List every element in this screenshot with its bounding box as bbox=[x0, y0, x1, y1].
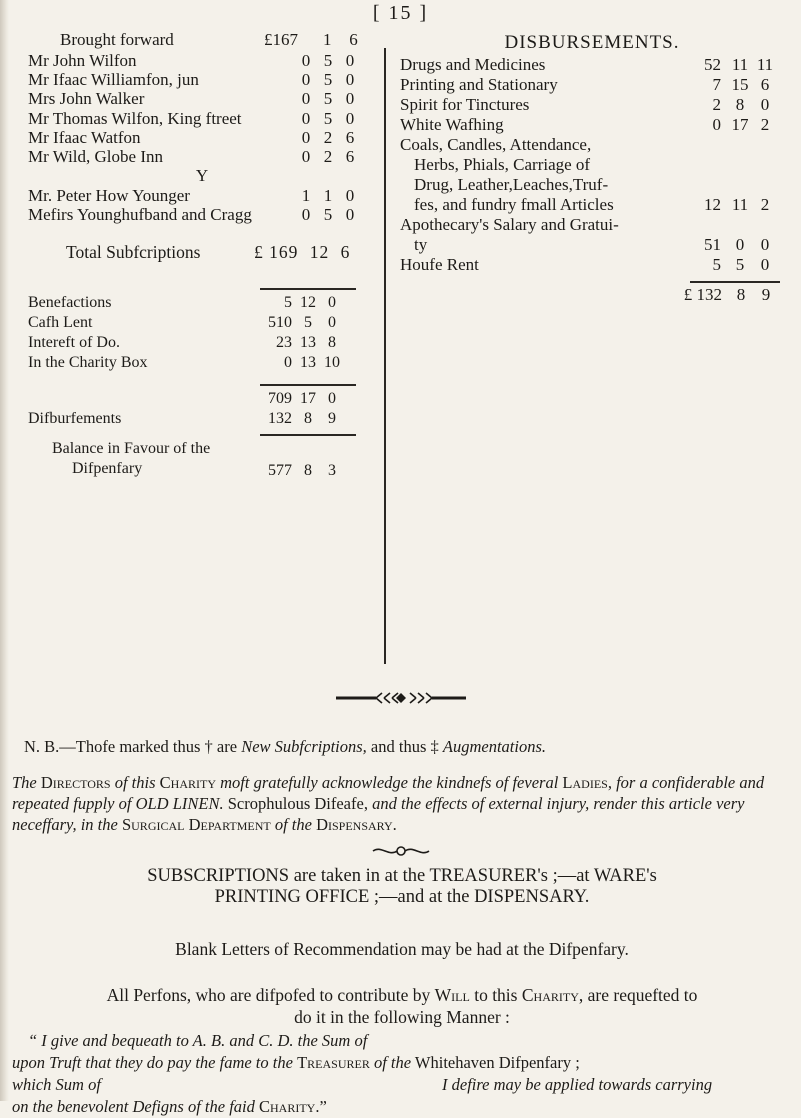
subscriptions-column bbox=[28, 30, 376, 265]
amount-pence: 8 bbox=[328, 334, 336, 351]
total-subscriptions-pounds: £ 169 bbox=[254, 241, 299, 262]
amount-pounds: 510 bbox=[268, 314, 292, 331]
bequest-form: “ I give and bequeath to A. B. and C. D. the Sum of upon Truft that they do pay the fame to the Treasurer of the Whitehaven Difpenfary ; which Sum of I defire may be applied towards carrying on the benevolent Defigns of the faid Charity.” bbox=[12, 1031, 713, 1116]
disbursement-label: Spirit for Tinctures bbox=[400, 95, 530, 114]
subscriber-row bbox=[28, 89, 376, 108]
disbursement-row bbox=[400, 75, 784, 95]
amount-pence: 0 bbox=[345, 70, 355, 90]
house-rent-row: Houfe Rent 5 5 0 bbox=[400, 255, 770, 274]
total-subscriptions-shillings: 12 bbox=[309, 241, 330, 262]
disbursement-label: White Wafhing bbox=[400, 115, 504, 134]
disbursements-pounds: 132 bbox=[268, 410, 292, 427]
apothecary-line-2: ty 51 0 0 bbox=[414, 235, 770, 254]
amount-shillings: 13 bbox=[300, 334, 316, 351]
subscriber-name: Mr. Peter How Younger bbox=[28, 186, 190, 206]
receipt-label: Cafh Lent bbox=[28, 314, 93, 331]
receipt-row bbox=[28, 294, 376, 314]
ornament-icon bbox=[336, 692, 466, 704]
disbursement-row bbox=[400, 115, 784, 135]
disbursement-row bbox=[400, 95, 784, 115]
amount-shillings: 5 bbox=[304, 314, 312, 331]
amount-pounds: 5 bbox=[284, 294, 292, 311]
amount-pence: 0 bbox=[760, 95, 770, 114]
page-number: [ 15 ] bbox=[372, 2, 429, 24]
amount-pounds: 2 bbox=[712, 95, 721, 114]
amount-pounds: 52 bbox=[704, 55, 721, 74]
blank-letters-notice: Blank Letters of Recommendation may be had at the Difpenfary. bbox=[175, 939, 629, 959]
disbursements-column bbox=[400, 33, 784, 309]
amount-pounds: 0 bbox=[301, 108, 311, 128]
total-subscriptions-row bbox=[28, 243, 376, 265]
balance-row-2 bbox=[28, 460, 376, 480]
brought-forward-label: Brought forward bbox=[60, 30, 174, 49]
balance-pence: 3 bbox=[328, 462, 336, 479]
amount-pounds: 0 bbox=[301, 205, 311, 225]
receipt-row bbox=[28, 334, 376, 354]
subscriber-row bbox=[28, 186, 376, 205]
coals-line-3: Drug, Leather,Leaches,Truf- bbox=[414, 175, 609, 194]
disbursement-row bbox=[400, 55, 784, 75]
subscriber-list-y bbox=[28, 186, 376, 224]
disbursements-total-shillings: 8 bbox=[736, 285, 746, 304]
disbursement-label: Printing and Stationary bbox=[400, 75, 558, 94]
subscriber-list bbox=[28, 51, 376, 166]
amount-pence: 6 bbox=[760, 75, 770, 94]
disbursement-label: Drugs and Medicines bbox=[400, 55, 546, 74]
directors-acknowledgement: The Directors of this Charity moft gratefully acknowledge the kindnefs of feveral Ladies, for a confiderable and repeated fupply of OLD LINEN. Scrophulous Difeafe, and the effects of external injury, render this article very neceffary, in the Surgical Department of the Dispensary. bbox=[12, 773, 765, 834]
amount-shillings: 12 bbox=[300, 294, 316, 311]
rule bbox=[260, 434, 356, 436]
all-persons-notice: All Perfons, who are difpofed to contribute by Will to this Charity, are requefted to do it in the following Manner : bbox=[106, 985, 698, 1027]
amount-shillings: 13 bbox=[300, 354, 316, 371]
disbursements-label: Difburfements bbox=[28, 410, 122, 427]
amount-pence: 0 bbox=[328, 314, 336, 331]
amount-pence: 0 bbox=[345, 108, 355, 128]
amount-pounds: 0 bbox=[301, 127, 311, 147]
note-nb: N. B.—Thofe marked thus † are New Subfcriptions, and thus ‡ Augmentations. bbox=[24, 737, 547, 756]
subscriber-row bbox=[28, 51, 376, 70]
amount-pounds: 0 bbox=[301, 51, 311, 70]
subscriber-name: Mefirs Younghufband and Cragg bbox=[28, 205, 252, 225]
coals-line-1: Coals, Candles, Attendance, bbox=[400, 135, 592, 154]
disbursements-title: DISBURSEMENTS. bbox=[504, 32, 680, 53]
subscriber-row bbox=[28, 70, 376, 89]
balance-label-2: Difpenfary bbox=[72, 460, 143, 477]
subtotal-row bbox=[28, 390, 376, 410]
receipt-label: Benefactions bbox=[28, 294, 112, 311]
brought-forward-row bbox=[28, 30, 376, 51]
amount-pence: 0 bbox=[345, 51, 355, 70]
receipt-row bbox=[28, 354, 376, 374]
amount-pence: 2 bbox=[760, 115, 770, 134]
amount-pence: 0 bbox=[345, 205, 355, 225]
amount-pounds: 7 bbox=[712, 75, 721, 94]
amount-shillings: 1 bbox=[323, 186, 333, 206]
disbursements-row bbox=[28, 410, 376, 430]
amount-shillings: 2 bbox=[323, 127, 333, 147]
receipt-label: Intereft of Do. bbox=[28, 334, 120, 351]
amount-pounds: 0 bbox=[301, 146, 311, 166]
column-divider bbox=[384, 48, 386, 664]
amount-pounds: 0 bbox=[301, 70, 311, 90]
receipt-label: In the Charity Box bbox=[28, 354, 148, 371]
brought-forward-shillings: 1 bbox=[323, 30, 332, 49]
apothecary-line-1: Apothecary's Salary and Gratui- bbox=[400, 215, 619, 234]
balance-shillings: 8 bbox=[304, 462, 312, 479]
subscriber-row bbox=[28, 109, 376, 128]
flourish-icon bbox=[371, 844, 431, 858]
rule bbox=[690, 281, 780, 283]
amount-shillings: 5 bbox=[323, 205, 333, 225]
page-edge-shadow bbox=[0, 0, 9, 1101]
amount-pence: 10 bbox=[324, 354, 340, 371]
amount-pence: 0 bbox=[345, 186, 355, 206]
amount-shillings: 11 bbox=[731, 55, 749, 74]
balance-row-1 bbox=[52, 440, 372, 460]
total-subscriptions-pence: 6 bbox=[340, 241, 351, 262]
disbursements-pence: 9 bbox=[328, 410, 336, 427]
subscriber-name: Mr Wild, Globe Inn bbox=[28, 146, 163, 166]
subscriber-row bbox=[28, 128, 376, 147]
amount-pence: 6 bbox=[345, 146, 355, 166]
disbursements-total-pence: 9 bbox=[761, 285, 771, 304]
coals-line-4: fes, and fundry fmall Articles 12 11 2 bbox=[414, 195, 770, 214]
coals-line-2: Herbs, Phials, Carriage of bbox=[414, 155, 591, 174]
amount-pence: 6 bbox=[345, 127, 355, 147]
amount-shillings: 2 bbox=[323, 146, 333, 166]
total-subscriptions-label: Total Subfcriptions bbox=[66, 241, 201, 262]
brought-forward-pence: 6 bbox=[349, 30, 358, 49]
amount-pence: 11 bbox=[756, 55, 774, 74]
subtotal-pounds: 709 bbox=[268, 390, 292, 407]
letter-heading: Y bbox=[195, 166, 209, 186]
receipt-row bbox=[28, 314, 376, 334]
amount-pounds: 0 bbox=[301, 89, 311, 109]
brought-forward-pounds: £167 bbox=[264, 30, 298, 49]
ornament-divider bbox=[0, 692, 801, 709]
amount-pounds: 0 bbox=[284, 354, 292, 371]
amount-pounds: 23 bbox=[276, 334, 292, 351]
amount-pence: 0 bbox=[328, 294, 336, 311]
subscriber-row bbox=[28, 147, 376, 166]
small-ornament bbox=[0, 844, 801, 863]
subscriber-name: Mrs John Walker bbox=[28, 89, 145, 109]
disbursements-total-pounds: £ 132 bbox=[683, 285, 722, 304]
amount-shillings: 15 bbox=[731, 75, 749, 94]
disbursements-shillings: 8 bbox=[304, 410, 312, 427]
amount-pounds: 0 bbox=[712, 115, 721, 134]
rule bbox=[260, 384, 356, 386]
subscriber-row bbox=[28, 205, 376, 224]
subscriptions-notice: SUBSCRIPTIONS are taken in at the TREASURER's ;—at WARE's PRINTING OFFICE ;—and at the DISPENSARY. bbox=[147, 866, 657, 907]
disbursements-total-row bbox=[400, 285, 784, 309]
amount-shillings: 5 bbox=[323, 89, 333, 109]
receipts-list bbox=[28, 294, 376, 374]
rule bbox=[260, 288, 356, 290]
subscriber-name: Mr Ifaac Williamfon, jun bbox=[28, 70, 199, 90]
amount-shillings: 5 bbox=[323, 70, 333, 90]
amount-pence: 0 bbox=[345, 89, 355, 109]
amount-shillings: 5 bbox=[323, 108, 333, 128]
disbursement-items bbox=[400, 55, 784, 135]
subscriber-name: Mr John Wilfon bbox=[28, 51, 137, 70]
subscriber-name: Mr Thomas Wilfon, King ftreet bbox=[28, 108, 242, 128]
amount-shillings: 8 bbox=[735, 95, 745, 114]
subtotal-pence: 0 bbox=[328, 390, 336, 407]
balance-label-1: Balance in Favour of the bbox=[52, 440, 211, 457]
amount-shillings: 5 bbox=[323, 51, 333, 70]
balance-pounds: 577 bbox=[268, 462, 292, 479]
subscriber-name: Mr Ifaac Watfon bbox=[28, 127, 141, 147]
subtotal-shillings: 17 bbox=[300, 390, 316, 407]
amount-shillings: 17 bbox=[731, 115, 749, 134]
amount-pounds: 1 bbox=[301, 186, 311, 206]
